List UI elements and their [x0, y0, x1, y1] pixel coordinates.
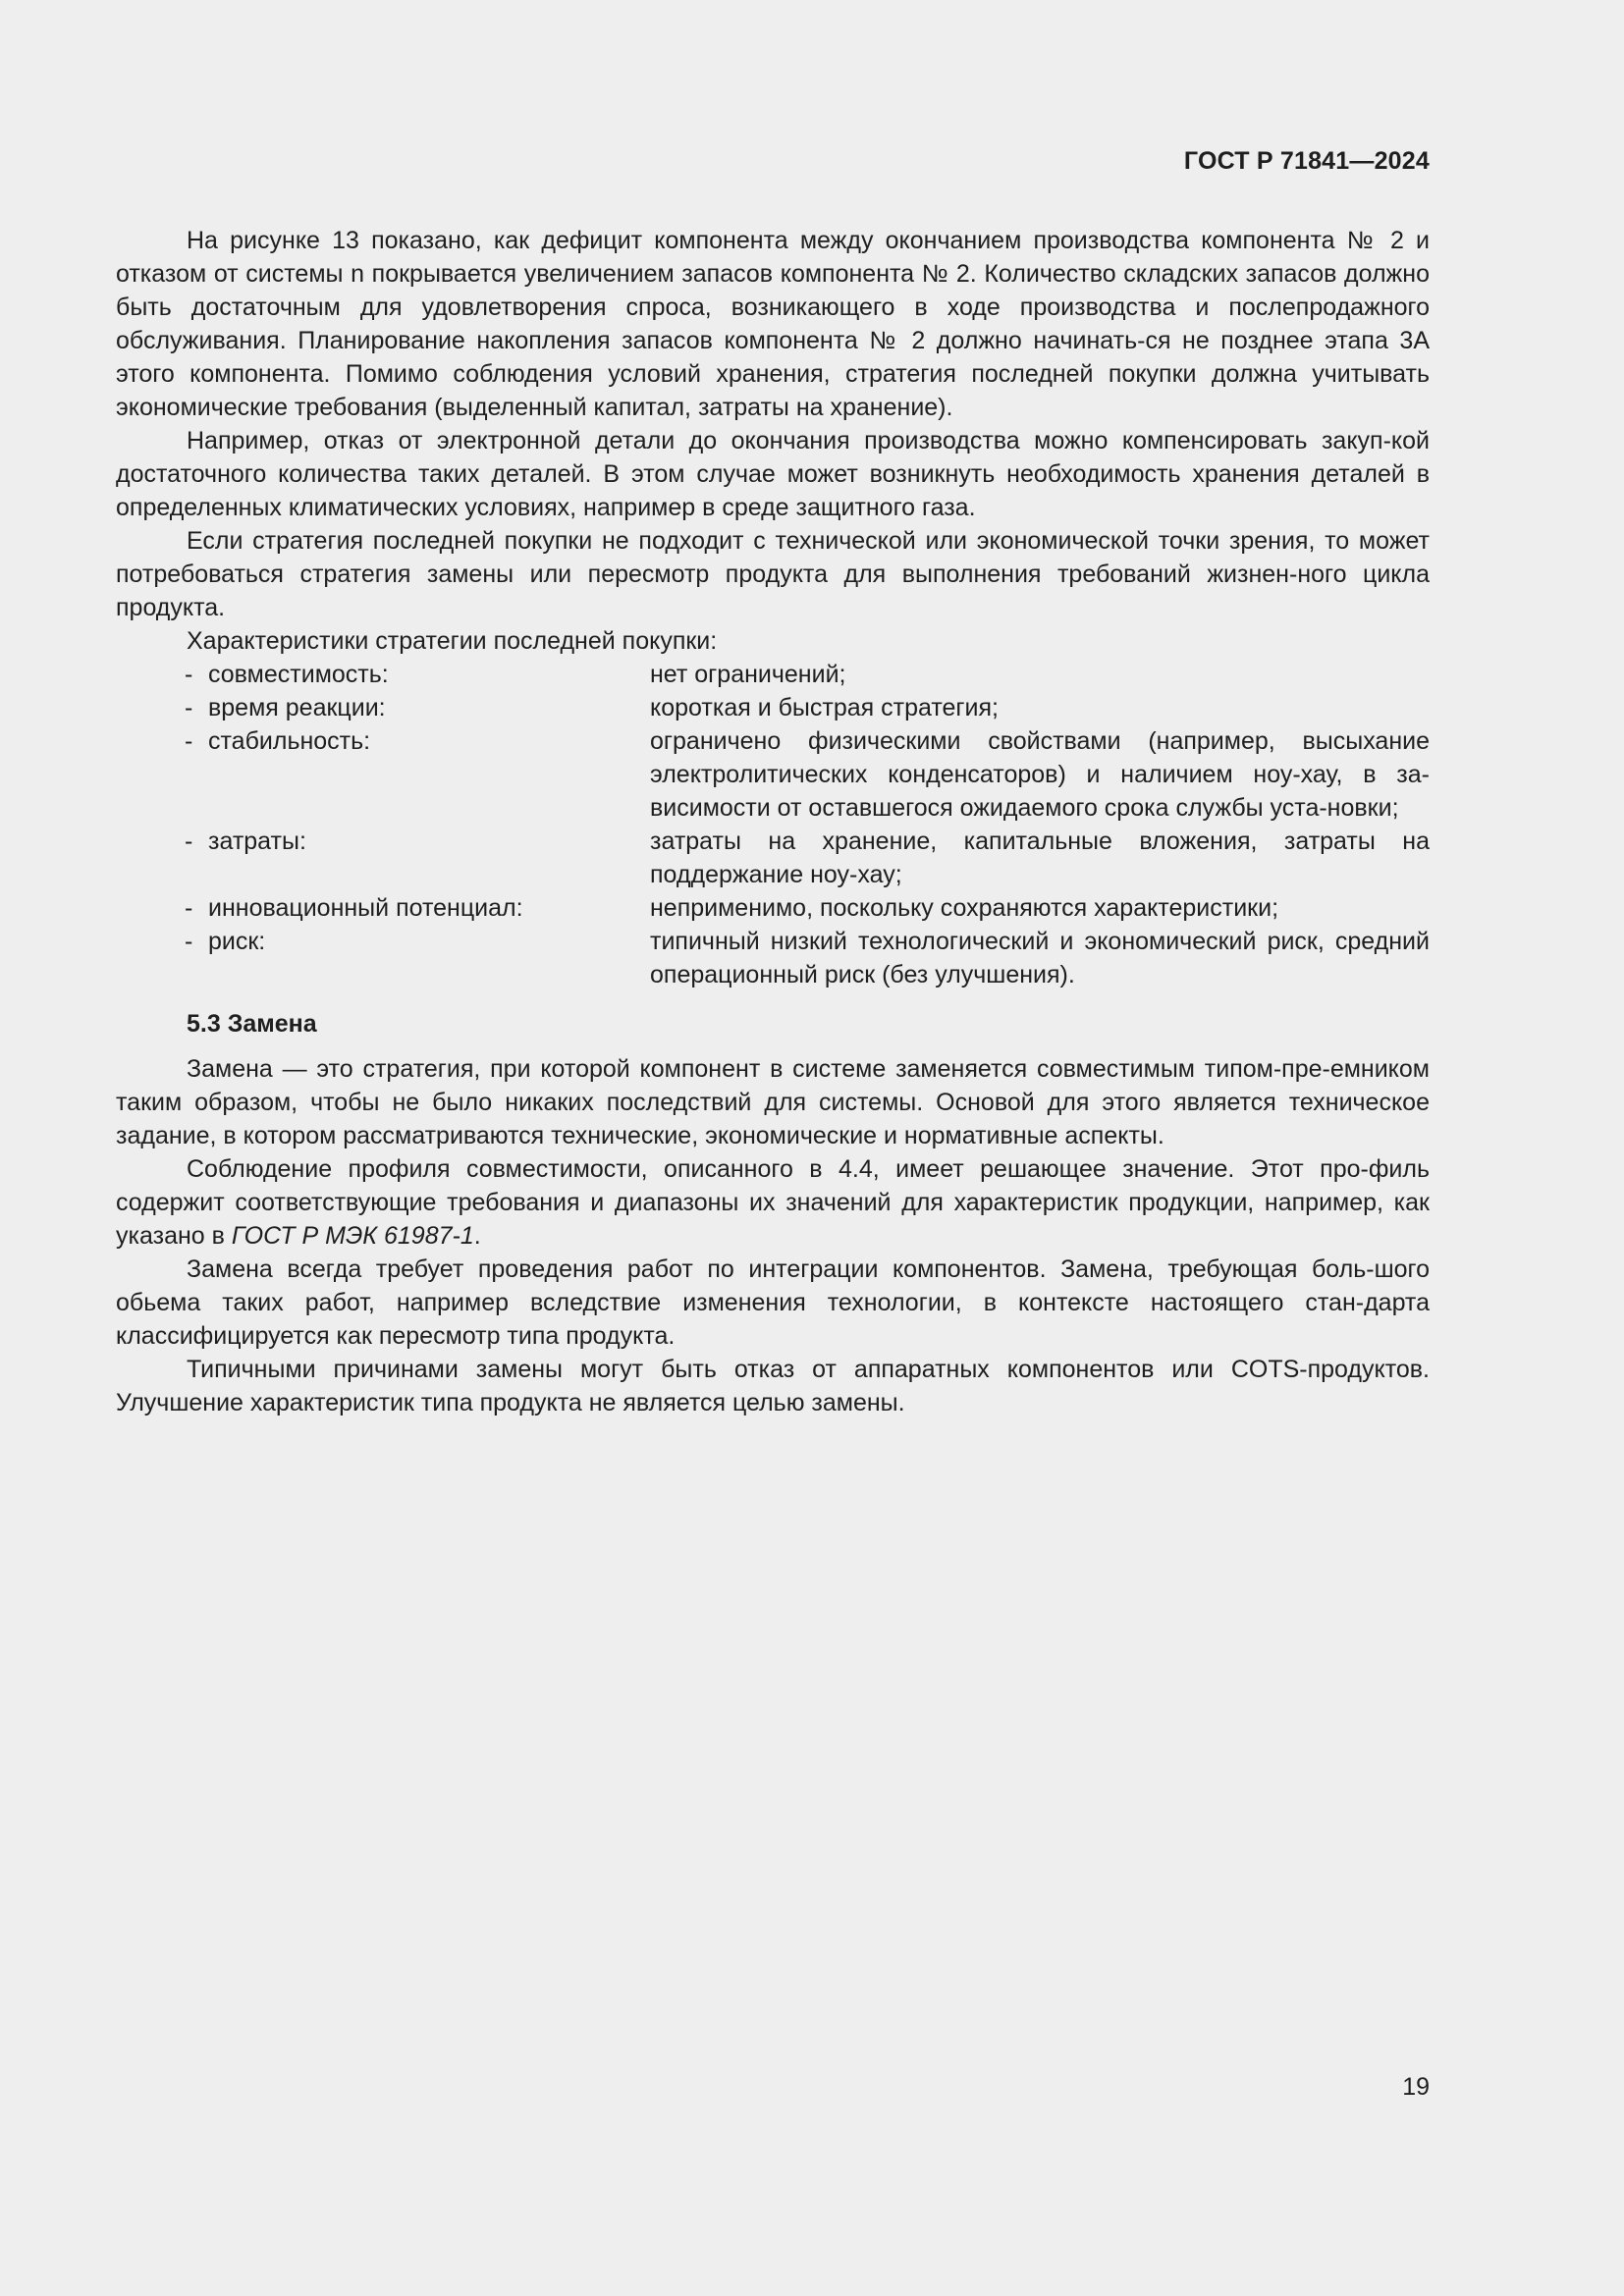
list-description: неприменимо, поскольку сохраняются характеристики; [650, 894, 1279, 922]
paragraph-characteristics-intro: Характеристики стратегии последней покупки: [187, 627, 718, 655]
section-title: 5.3 Замена [187, 1010, 317, 1038]
paragraph-integration: Замена всегда требует проведения работ по интеграции компонентов. Замена, требующая боль-шого обьема таких работ, например вследствие изменения технологии, в контексте настоящего стан-дарта классифицируется как пересмотр типа продукта. [116, 1255, 1430, 1350]
list-dash: - [185, 661, 193, 688]
paragraph-text: . [473, 1222, 481, 1250]
paragraph-compatibility-profile [116, 1152, 1430, 1253]
list-dash: - [185, 828, 193, 855]
document-code-header: ГОСТ Р 71841—2024 [1183, 147, 1430, 175]
list-dash: - [185, 928, 193, 955]
list-item [116, 691, 1430, 724]
standard-reference: ГОСТ Р МЭК 61987-1 [231, 1222, 474, 1250]
list-description: типичный низкий технологический и экономический риск, средний операционный риск (без улучшения). [650, 928, 1430, 988]
list-item [116, 825, 1430, 891]
list-description: нет ограничений; [650, 661, 846, 688]
page-content [116, 224, 1430, 1419]
list-term: затраты: [208, 828, 306, 855]
list-description: ограничено физическими свойствами (например, высыхание электролитических конденсаторов) и наличием ноу-хау, в за-висимости от оставшегося ожидаемого срока службы уста-новки; [650, 727, 1430, 822]
list-dash: - [185, 694, 193, 721]
list-term: стабильность: [208, 727, 371, 755]
list-item [116, 925, 1430, 991]
list-term: совместимость: [208, 661, 389, 688]
list-term: инновационный потенциал: [208, 894, 523, 922]
list-item [116, 724, 1430, 825]
list-dash: - [185, 894, 193, 922]
list-dash: - [185, 727, 193, 755]
list-term: риск: [208, 928, 266, 955]
list-description: короткая и быстрая стратегия; [650, 694, 999, 721]
paragraph-text: Соблюдение профиля совместимости, описанного в 4.4, имеет решающее значение. Этот про-филь содержит соответствующие требования и диапазоны их значений для характеристик продукции, например, как указано в [116, 1155, 1430, 1250]
paragraph-alternative-strategy: Если стратегия последней покупки не подходит с технической или экономической точки зрения, то может потребоваться стратегия замены или пересмотр продукта для выполнения требований жизнен-ного цикла продукта. [116, 527, 1430, 621]
page-number: 19 [1402, 2073, 1430, 2101]
list-item [116, 658, 1430, 691]
paragraph-typical-reasons: Типичными причинами замены могут быть отказ от аппаратных компонентов или COTS-продуктов. Улучшение характеристик типа продукта не является целью замены. [116, 1356, 1430, 1416]
list-description: затраты на хранение, капитальные вложения, затраты на поддержание ноу-хау; [650, 828, 1430, 888]
list-term: время реакции: [208, 694, 386, 721]
characteristics-list [116, 658, 1430, 991]
paragraph-example: Например, отказ от электронной детали до окончания производства можно компенсировать закуп-кой достаточного количества таких деталей. В этом случае может возникнуть необходимость хранения деталей в определенных климатических условиях, например в среде защитного газа. [116, 427, 1430, 521]
list-item [116, 891, 1430, 925]
paragraph-figure-13: На рисунке 13 показано, как дефицит компонента между окончанием производства компонента № 2 и отказом от системы n покрывается увеличением запасов компонента № 2. Количество складских запасов должно быть достаточным для удовлетворения спроса, возникающего в ходе производства и послепродажного обслуживания. Планирование накопления запасов компонента № 2 должно начинать-ся не позднее этапа 3А этого компонента. Помимо соблюдения условий хранения, стратегия последней покупки должна учитывать экономические требования (выделенный капитал, затраты на хранение). [116, 227, 1430, 421]
paragraph-replacement-definition: Замена — это стратегия, при которой компонент в системе заменяется совместимым типом-пре-емником таким образом, чтобы не было никаких последствий для системы. Основой для этого является техническое задание, в котором рассматриваются технические, экономические и нормативные аспекты. [116, 1055, 1430, 1149]
